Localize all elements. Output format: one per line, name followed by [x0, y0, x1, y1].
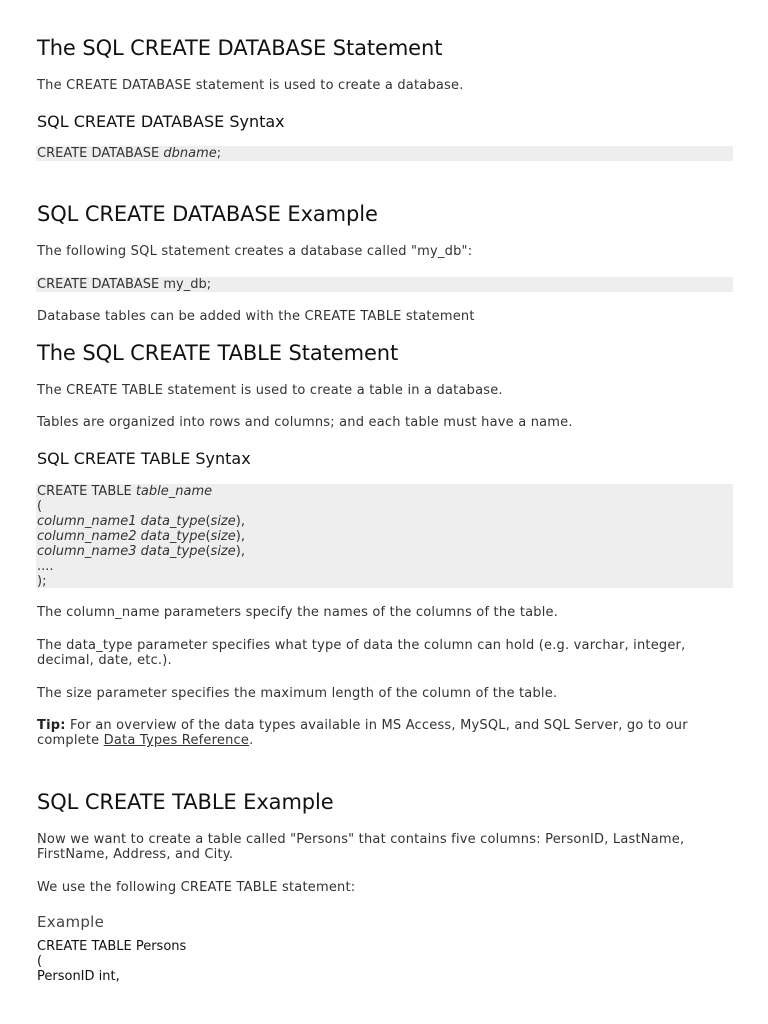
create-database-example-code — [36, 277, 733, 292]
tables-organized-description: Tables are organized into rows and columns; and each table must have a name. — [37, 415, 573, 430]
size-parameter-text: The size parameter specifies the maximum length of the column of the table. — [37, 686, 558, 701]
heading-create-table-statement: The SQL CREATE TABLE Statement — [37, 341, 399, 365]
create-database-syntax-block — [36, 146, 733, 161]
syntax-end: ; — [216, 146, 222, 161]
heading-create-database-example: SQL CREATE DATABASE Example — [37, 202, 378, 226]
create-table-example-code — [37, 939, 186, 984]
create-table-example-description: Now we want to create a table called "Persons" that contains five columns: PersonID, LastName, FirstName, Address, and City. — [37, 832, 685, 862]
syntax-line: ); — [37, 574, 47, 589]
heading-create-table-syntax: SQL CREATE TABLE Syntax — [37, 449, 251, 468]
code-line: CREATE DATABASE my_db; — [37, 277, 212, 292]
syntax-data-type: data_type — [140, 544, 206, 559]
data-type-parameter-text: The data_type parameter specifies what type of data the column can hold (e.g. varchar, integer, decimal, date, etc.). — [37, 638, 686, 668]
syntax-line: .... — [37, 559, 54, 574]
syntax-size: size — [210, 544, 236, 559]
create-table-example-use-text: We use the following CREATE TABLE statement: — [37, 880, 356, 895]
tip-label: Tip: — [37, 718, 66, 733]
create-database-description: The CREATE DATABASE statement is used to create a database. — [37, 78, 464, 93]
syntax-line-end: ), — [235, 529, 245, 544]
column-name-parameter-text: The column_name parameters specify the names of the columns of the table. — [37, 605, 559, 620]
heading-create-database-syntax: SQL CREATE DATABASE Syntax — [37, 112, 285, 131]
data-types-reference-link[interactable]: Data Types Reference — [103, 733, 250, 748]
syntax-line-end: ), — [235, 514, 245, 529]
syntax-column-line: column_name1 data_type(size), — [37, 514, 245, 529]
syntax-size: size — [210, 529, 236, 544]
syntax-line — [37, 484, 733, 499]
syntax-data-type: data_type — [140, 514, 206, 529]
database-tables-note: Database tables can be added with the CREATE TABLE statement — [37, 309, 475, 324]
syntax-column-name: column_name2 — [37, 529, 137, 544]
syntax-argument: dbname — [163, 146, 217, 161]
example-label: Example — [37, 913, 105, 931]
syntax-keyword: CREATE TABLE — [37, 484, 136, 499]
tip-text: For an overview of the data types available in MS Access, MySQL, and SQL Server, go to our complete — [37, 718, 688, 748]
tip-end: . — [249, 733, 254, 748]
create-database-example-description: The following SQL statement creates a database called "my_db": — [37, 244, 473, 259]
heading-create-database-statement: The SQL CREATE DATABASE Statement — [37, 36, 443, 60]
syntax-table-name: table_name — [135, 484, 213, 499]
syntax-column-name: column_name1 — [37, 514, 137, 529]
syntax-keyword: CREATE DATABASE — [37, 146, 164, 161]
syntax-size: size — [210, 514, 236, 529]
syntax-column-line: column_name3 data_type(size), — [37, 544, 245, 559]
code-line: PersonID int, — [37, 969, 120, 984]
syntax-column-line: column_name2 data_type(size), — [37, 529, 245, 544]
tip-paragraph — [37, 718, 727, 748]
syntax-line-end: ), — [235, 544, 245, 559]
code-line: ( — [37, 954, 43, 969]
heading-create-table-example: SQL CREATE TABLE Example — [37, 790, 334, 814]
create-table-syntax-block — [36, 484, 733, 588]
syntax-line — [37, 146, 733, 161]
syntax-line: ( — [37, 499, 43, 514]
syntax-data-type: data_type — [140, 529, 206, 544]
syntax-column-name: column_name3 — [37, 544, 137, 559]
create-table-description: The CREATE TABLE statement is used to create a table in a database. — [37, 383, 503, 398]
code-line: CREATE TABLE Persons — [37, 939, 187, 954]
